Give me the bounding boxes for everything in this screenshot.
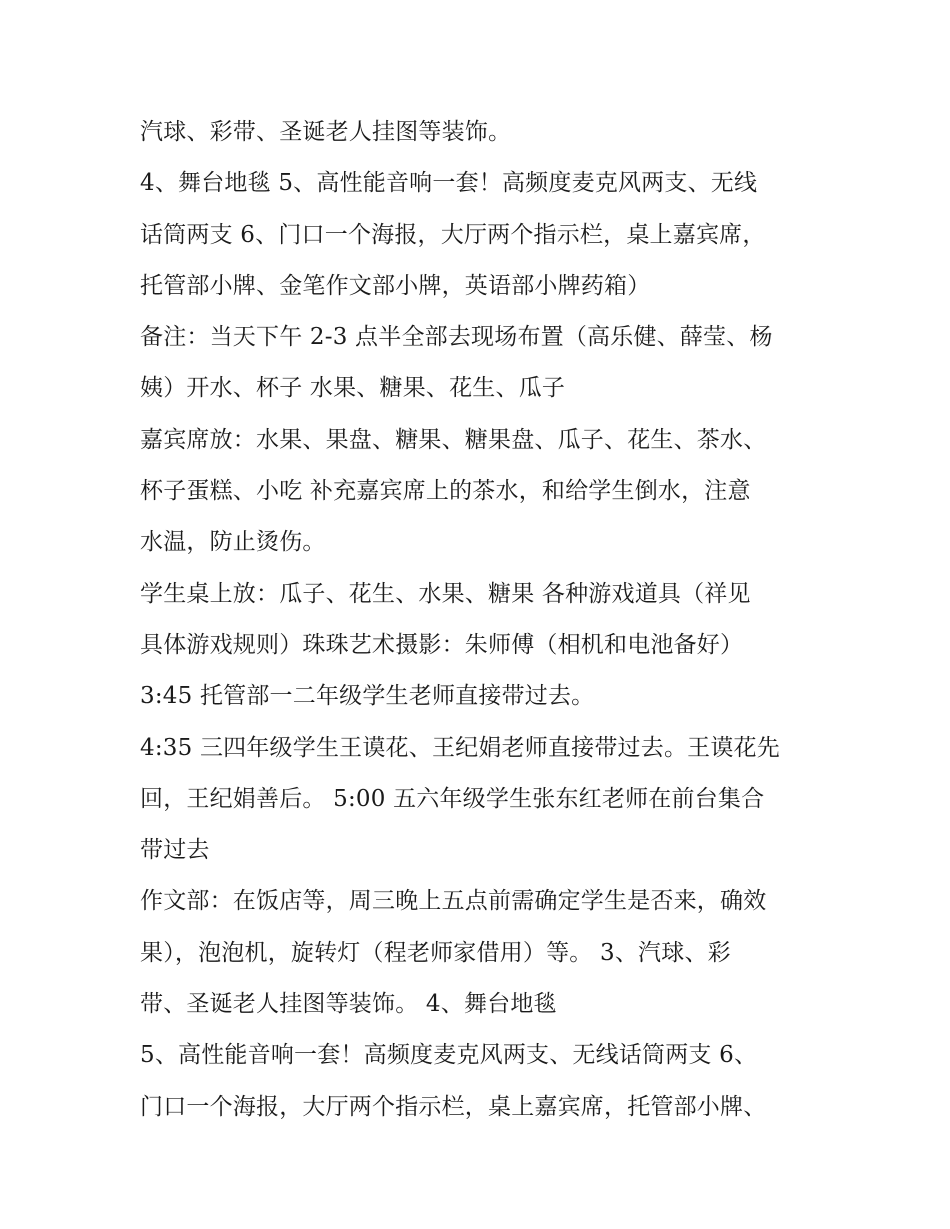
text-line: 话筒两支 6、门口一个海报，大厅两个指示栏，桌上嘉宾席，	[140, 221, 766, 248]
text-line: 5、高性能音响一套！高频度麦克风两支、无线话筒两支 6、	[140, 1042, 758, 1069]
text-line: 果），泡泡机，旋转灯（程老师家借用）等。 3、汽球、彩	[140, 939, 731, 966]
text-line: 作文部：在饭店等，周三晚上五点前需确定学生是否来，确效	[140, 888, 767, 915]
text-line: 汽球、彩带、圣诞老人挂图等装饰。	[140, 119, 512, 145]
text-line: 回，王纪娟善后。 5:00 五六年级学生张东红老师在前台集合	[140, 785, 765, 812]
text-line: 带、圣诞老人挂图等装饰。 4、舞台地毯	[140, 991, 557, 1018]
text-line: 4:35 三四年级学生王谟花、王纪娟老师直接带过去。王谟花先	[140, 734, 780, 761]
text-line: 3:45 托管部一二年级学生老师直接带过去。	[140, 683, 595, 710]
text-line: 嘉宾席放：水果、果盘、糖果、糖果盘、瓜子、花生、茶水、	[140, 426, 767, 453]
text-line: 备注：当天下午 2-3 点半全部去现场布置（高乐健、薛莹、杨	[140, 324, 773, 351]
text-line: 水温，防止烫伤。	[140, 529, 326, 556]
text-line: 姨）开水、杯子 水果、糖果、花生、瓜子	[140, 375, 566, 402]
text-line: 门口一个海报，大厅两个指示栏，桌上嘉宾席，托管部小牌、	[140, 1093, 767, 1120]
text-line: 4、舞台地毯 5、高性能音响一套！高频度麦克风两支、无线	[140, 170, 758, 197]
text-line: 带过去	[140, 837, 210, 864]
text-line: 杯子蛋糕、小吃 补充嘉宾席上的茶水，和给学生倒水，注意	[140, 478, 751, 505]
text-line: 学生桌上放：瓜子、花生、水果、糖果 各种游戏道具（祥见	[140, 580, 751, 607]
text-line: 托管部小牌、金笔作文部小牌，英语部小牌药箱）	[140, 272, 651, 299]
text-line: 具体游戏规则）珠珠艺术摄影：朱师傅（相机和电池备好）	[140, 631, 744, 658]
document-body	[140, 107, 820, 1133]
